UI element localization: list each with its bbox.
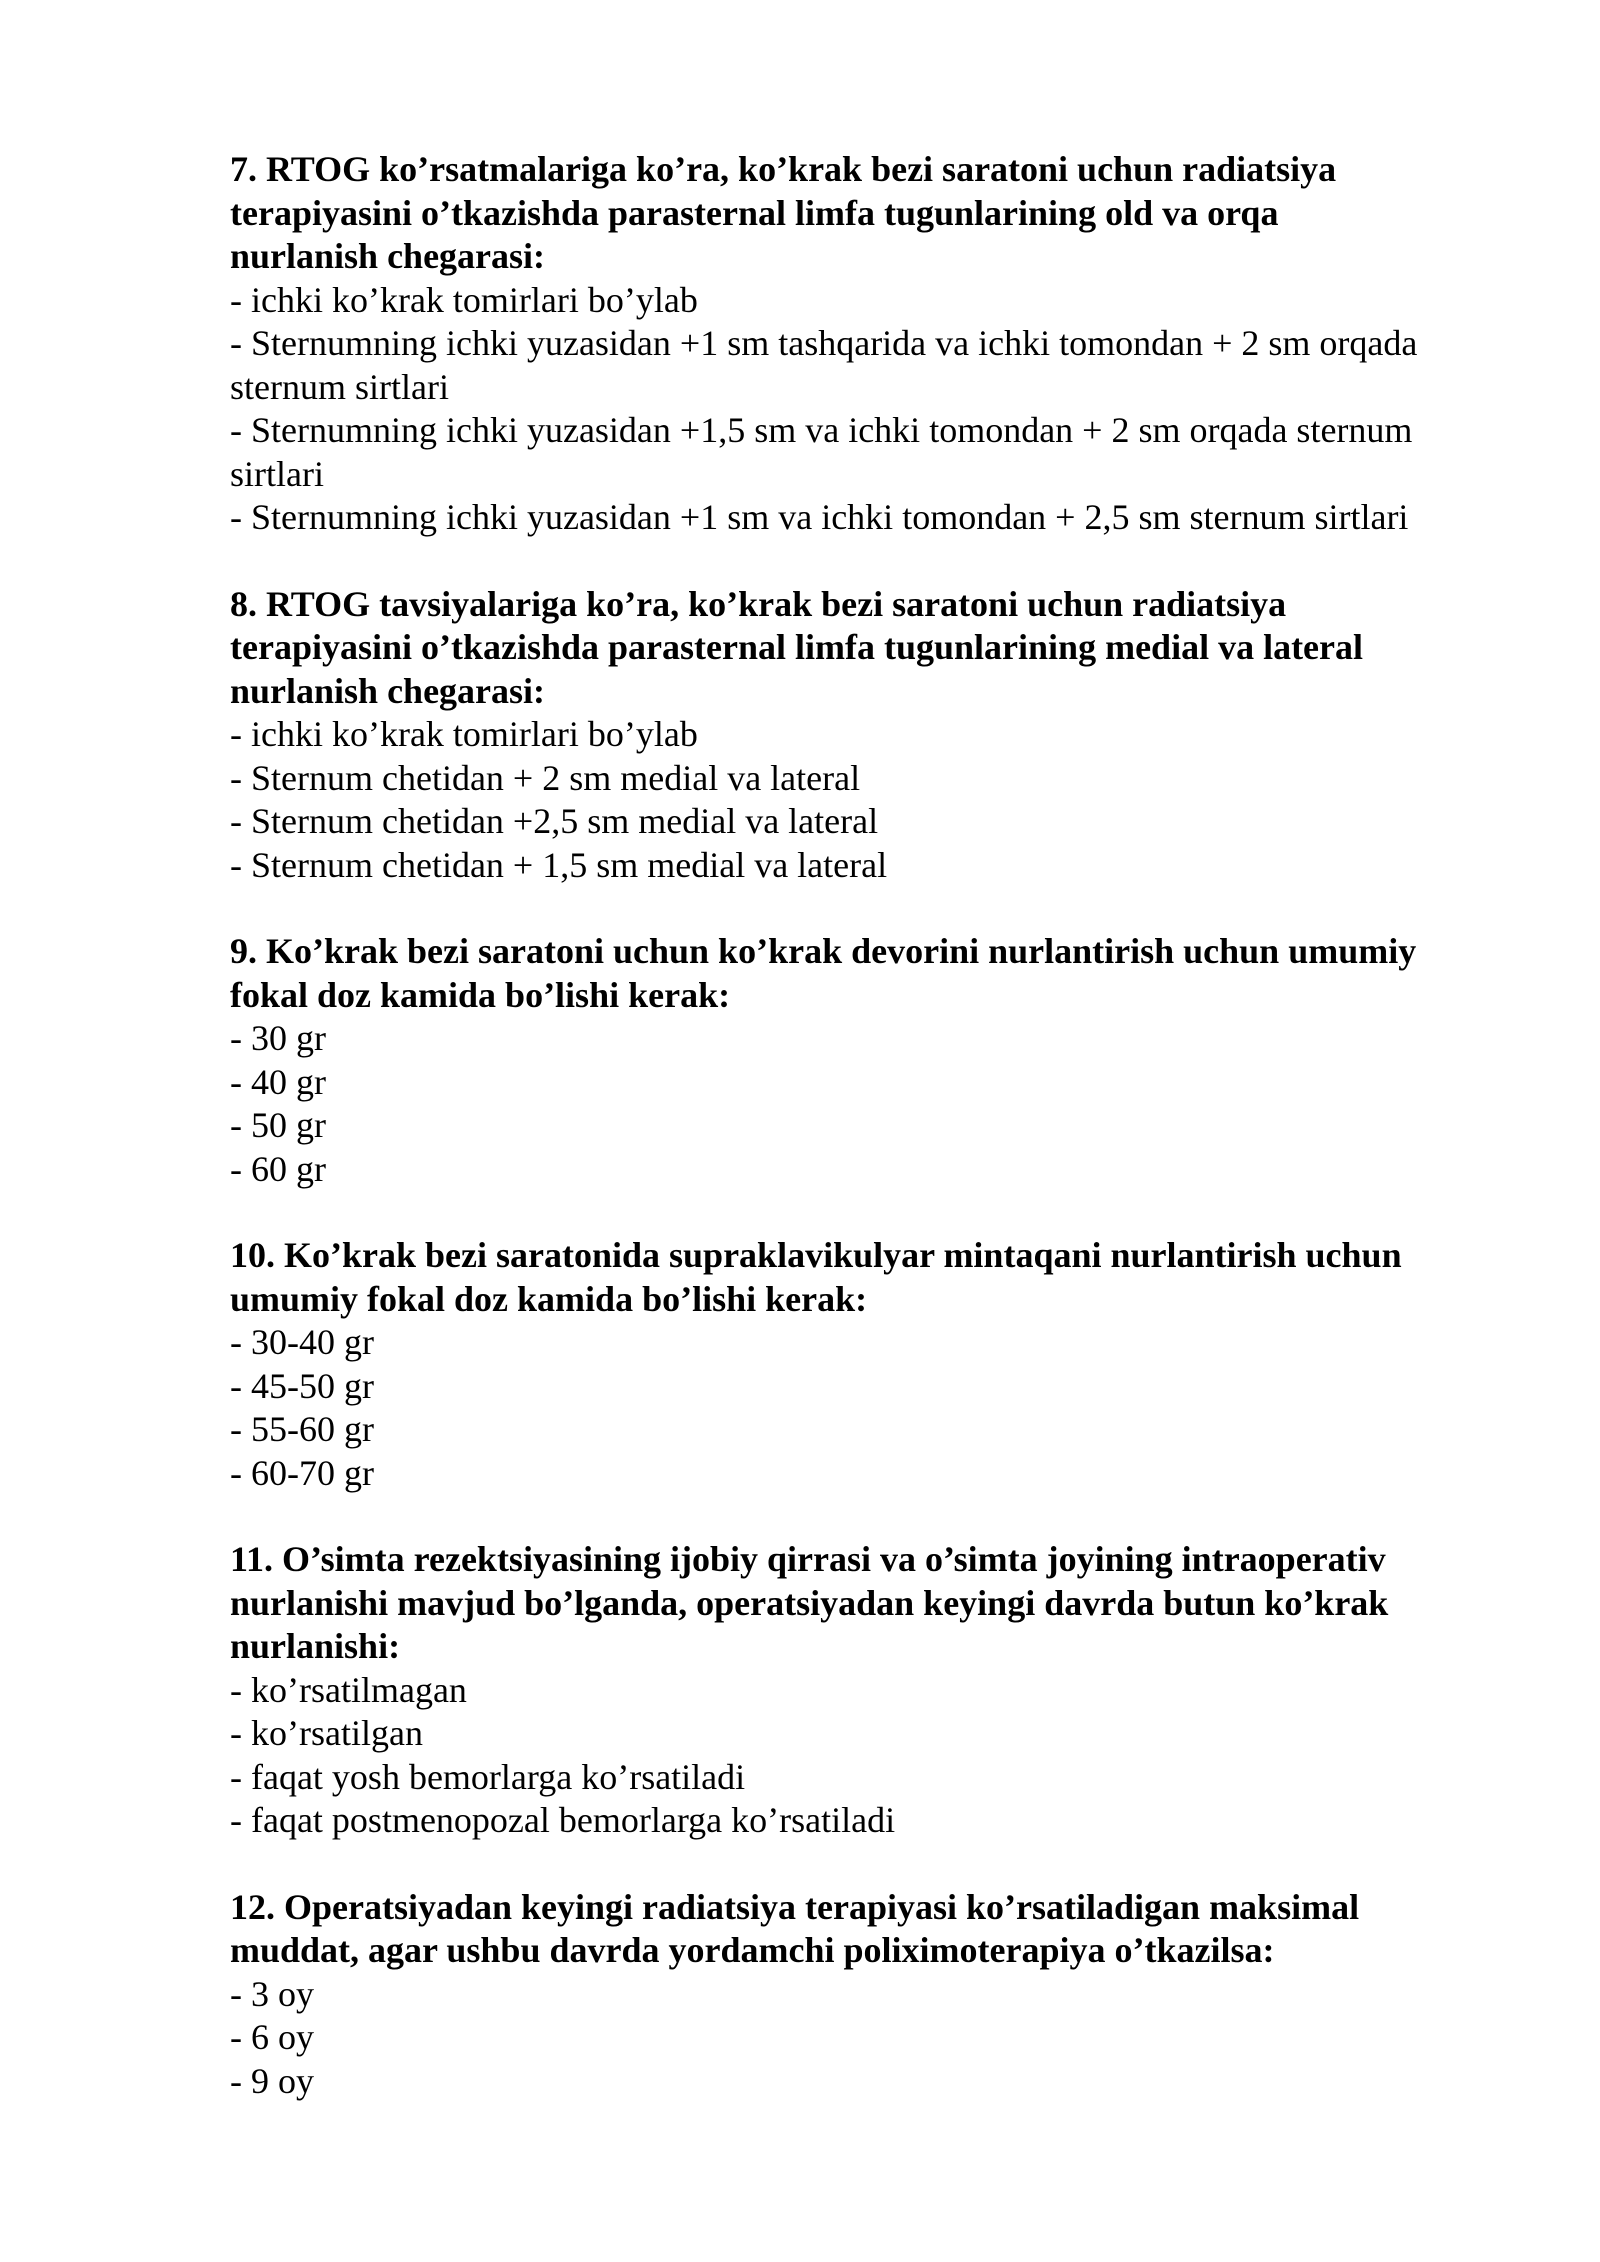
answer-option: - Sternum chetidan + 1,5 sm medial va lateral	[230, 844, 888, 885]
answer-option: - 40 gr	[230, 1061, 326, 1102]
answer-option: - ichki ko’krak tomirlari bo’ylab	[230, 714, 698, 754]
question-title: 8. RTOG tavsiyalariga ko’ra, ko’krak bezi saratoni uchun radiatsiya terapiyasini o’tkazishda parasternal limfa tugunlarining medial va lateral nurlanish chegarasi:	[230, 583, 1364, 711]
answer-option: - faqat postmenopozal bemorlarga ko’rsatiladi	[230, 1800, 896, 1840]
question-title: 7. RTOG ko’rsatmalariga ko’ra, ko’krak bezi saratoni uchun radiatsiya terapiyasini o’tkazishda parasternal limfa tugunlarining old va orqa nurlanish chegarasi:	[230, 149, 1337, 276]
question-title: 11. O’simta rezektsiyasining ijobiy qirrasi va o’simta joyining intraoperativ nurlanishi mavjud bo’lganda, operatsiyadan keyingi davrda butun ko’krak nurlanishi:	[230, 1539, 1389, 1666]
answer-option: - 55-60 gr	[230, 1409, 374, 1449]
question-title: 12. Operatsiyadan keyingi radiatsiya terapiyasi ko’rsatiladigan maksimal muddat, agar ushbu davrda yordamchi poliximoterapiya o’tkazilsa:	[230, 1886, 1360, 1970]
question-9	[230, 930, 1530, 1191]
answer-option: - 60 gr	[230, 1148, 326, 1189]
answer-option: - Sternum chetidan +2,5 sm medial va lateral	[230, 801, 879, 841]
answer-option: - ko’rsatilmagan	[230, 1669, 467, 1710]
answer-option: - 45-50 gr	[230, 1365, 374, 1406]
answer-option: - faqat yosh bemorlarga ko’rsatiladi	[230, 1756, 746, 1797]
answer-option: - 6 oy	[230, 2017, 314, 2057]
answer-option: - Sternumning ichki yuzasidan +1 sm va ichki tomondan + 2,5 sm sternum sirtlari	[230, 497, 1409, 537]
question-10	[230, 1234, 1530, 1495]
answer-option: - Sternumning ichki yuzasidan +1,5 sm va ichki tomondan + 2 sm orqada sternum sirtlari	[230, 410, 1413, 494]
question-title: 9. Ko’krak bezi saratoni uchun ko’krak devorini nurlantirish uchun umumiy fokal doz kamida bo’lishi kerak:	[230, 931, 1417, 1015]
answer-option: - 30 gr	[230, 1018, 326, 1058]
answer-option: - 60-70 gr	[230, 1452, 374, 1493]
answer-option: - Sternumning ichki yuzasidan +1 sm tashqarida va ichki tomondan + 2 sm orqada sternum sirtlari	[230, 323, 1418, 407]
answer-option: - 50 gr	[230, 1105, 326, 1145]
answer-option: - 30-40 gr	[230, 1322, 374, 1362]
question-title: 10. Ko’krak bezi saratonida supraklavikulyar mintaqani nurlantirish uchun umumiy fokal doz kamida bo’lishi kerak:	[230, 1235, 1402, 1319]
answer-option: - ko’rsatilgan	[230, 1713, 423, 1753]
answer-option: - 3 oy	[230, 1973, 314, 2014]
answer-option: - 9 oy	[230, 2060, 314, 2101]
question-7	[230, 148, 1530, 540]
question-11	[230, 1538, 1530, 1843]
answer-option: - Sternum chetidan + 2 sm medial va lateral	[230, 757, 861, 798]
question-8	[230, 583, 1530, 888]
answer-option: - ichki ko’krak tomirlari bo’ylab	[230, 279, 698, 320]
question-12	[230, 1886, 1530, 2104]
document-page	[230, 148, 1530, 2146]
